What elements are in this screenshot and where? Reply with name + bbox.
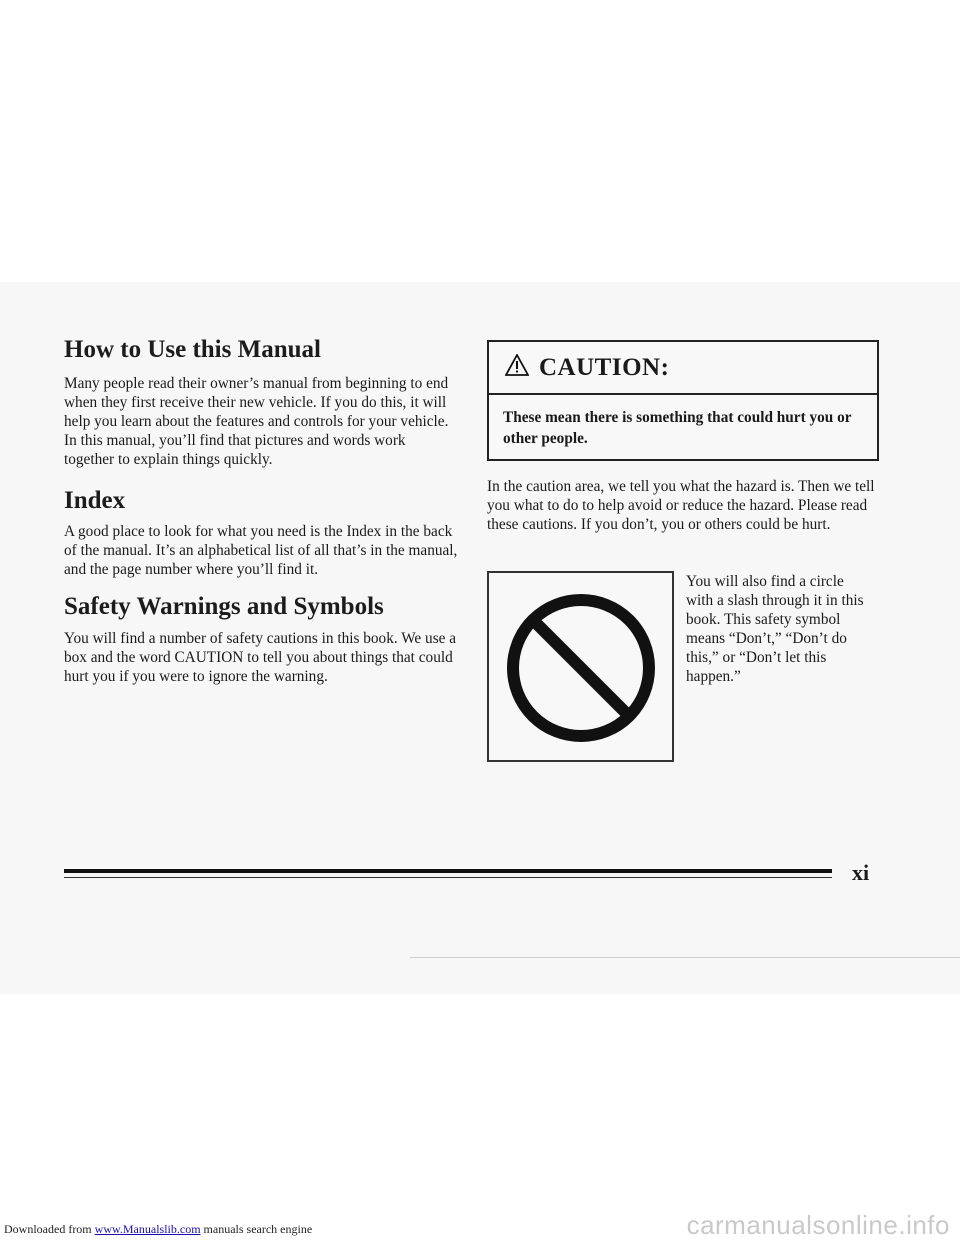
scan-line [410,957,960,958]
how-to-use-heading: How to Use this Manual [64,336,321,363]
warning-triangle-icon [505,354,529,381]
caution-header [489,342,877,395]
download-footer [4,1222,312,1237]
footer-rule-thin [64,877,832,878]
manualslib-link[interactable]: www.Manualslib.com [94,1222,201,1236]
caution-title: CAUTION: [539,353,670,381]
caution-box [487,340,879,461]
caution-explanation-paragraph: In the caution area, we tell you what the hazard is. Then we tell you what to do to help avoid or reduce the hazard. Please read these cautions. If you don’t, you or others could be hurt. [487,478,875,533]
how-to-use-paragraph: Many people read their owner’s manual from beginning to end when they first receive their new vehicle. If you do this, it will help you learn about the features and controls for your vehicle. In this manual, you’ll find that pictures and words work together to explain things quickly. [64,374,449,468]
caution-text: These mean there is something that could hurt you or other people. [503,409,852,447]
index-heading: Index [64,486,126,514]
footer-suffix: manuals search engine [203,1222,313,1236]
safety-symbol-box [487,571,674,762]
safety-paragraph: You will find a number of safety cautions in this book. We use a box and the word CAUTION to tell you about things that could hurt you if you were to ignore the warning. [64,629,457,685]
footer-rule-thick [64,869,832,873]
index-paragraph: A good place to look for what you need is the Index in the back of the manual. It’s an alphabetical list of all that’s in the manual, and the page number where you’ll find it. [64,523,458,578]
circle-slash-icon [489,573,672,760]
safety-heading: Safety Warnings and Symbols [64,593,384,620]
left-column [64,336,459,686]
watermark: carmanualsonline.info [686,1210,950,1240]
safety-symbol-paragraph: You will also find a circle with a slash through it in this book. This safety symbol means “Don’t,” “Don’t do this,” or “Don’t let this happen.” [686,573,864,685]
footer-prefix: Downloaded from [4,1222,92,1236]
page-number: xi [852,860,870,885]
